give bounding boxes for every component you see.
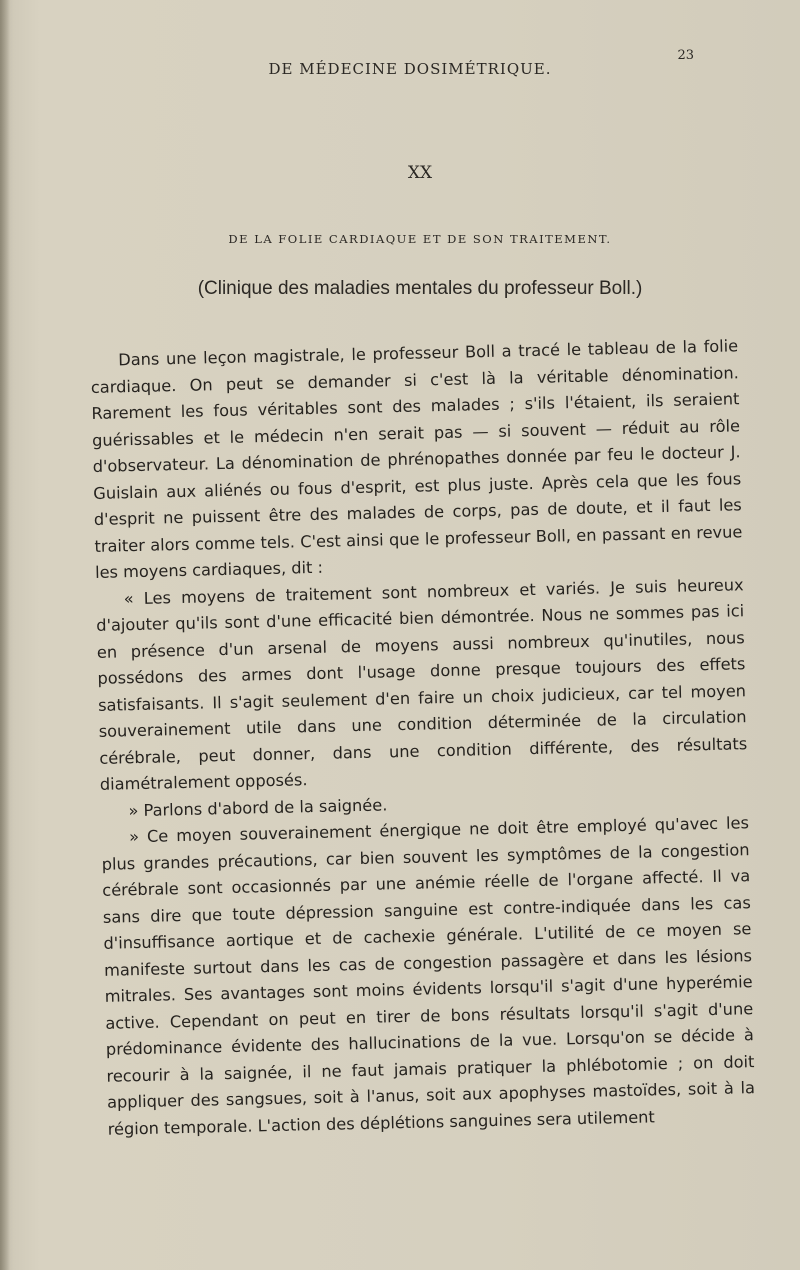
chapter-title: DE LA FOLIE CARDIAQUE ET DE SON TRAITEMENT.: [228, 232, 612, 246]
page-number: 23: [677, 48, 694, 63]
paragraph: « Les moyens de traitement sont nombreux et variés. Je suis heureux d'ajouter qu'ils sont d'une efficacité bien démontrée. Nous ne sommes pas ici en présence d'un arsenal de moyens aussi nombreux qu'inutiles, nous possédons des armes dont l'usage donne presque toujours des effets satisfaisants. Il s'agit seulement d'en faire un choix judicieux, car tel moyen souverainement utile dans une condition déterminée de la circulation cérébrale, peut donner, dans une condition différente, des résultats diamétralement opposés.: [96, 574, 748, 794]
paragraph: » Ce moyen souverainement énergique ne doit être employé qu'avec les plus grandes précautions, car bien souvent les symptômes de la congestion cérébrale sont occasionnés par une anémie réelle de l'organe affecté. Il va sans dire que toute dépression sanguine est contre-indiquée dans les cas d'insuffisance aortique et de cachexie générale. L'utilité de ce moyen se manifeste surtout dans les cas de congestion passagère et dans les lésions mitrales. Ses avantages sont moins évidents lorsqu'il s'agit d'une hyperémie active. Cependant on peut en tirer de bons résultats lorsqu'il s'agit d'une prédominance évidente des hallucinations de la vue. Lorsqu'on se décide à recourir à la saignée, il ne faut jamais pratiquer la phlébotomie ; on doit appliquer des sangsues, soit à l'anus, soit aux apophyses mastoïdes, soit à la région temporale. L'action des déplétions sanguines sera utilement: [101, 813, 756, 1139]
chapter-subtitle: (Clinique des maladies mentales du professeur Boll.): [197, 278, 643, 299]
chapter-number: XX: [407, 163, 433, 183]
paragraph: Dans une leçon magistrale, le professeur Boll a tracé le tableau de la folie cardiaque. On peut se demander si c'est là la véritable dénomination. Rarement les fous véritables sont des malades ; s'ils l'étaient, ils seraient guérissables et le médecin n'en serait pas — si souvent — réduit au rôle d'observateur. La dénomination de phrénopathes donnée par feu le docteur J. Guislain aux aliénés ou fous d'esprit, est plus juste. Après cela que les fous d'esprit ne puissent être des malades de corps, pas de doute, et il faut les traiter alors comme tels. C'est ainsi que le professeur Boll, en passant en revue les moyens cardiaques, dit :: [90, 336, 743, 582]
paragraph: » Parlons d'abord de la saignée.: [128, 794, 388, 820]
binding-shadow: [0, 0, 10, 1270]
running-head: DE MÉDECINE DOSIMÉTRIQUE.: [268, 60, 552, 78]
body-text: [90, 333, 756, 1142]
